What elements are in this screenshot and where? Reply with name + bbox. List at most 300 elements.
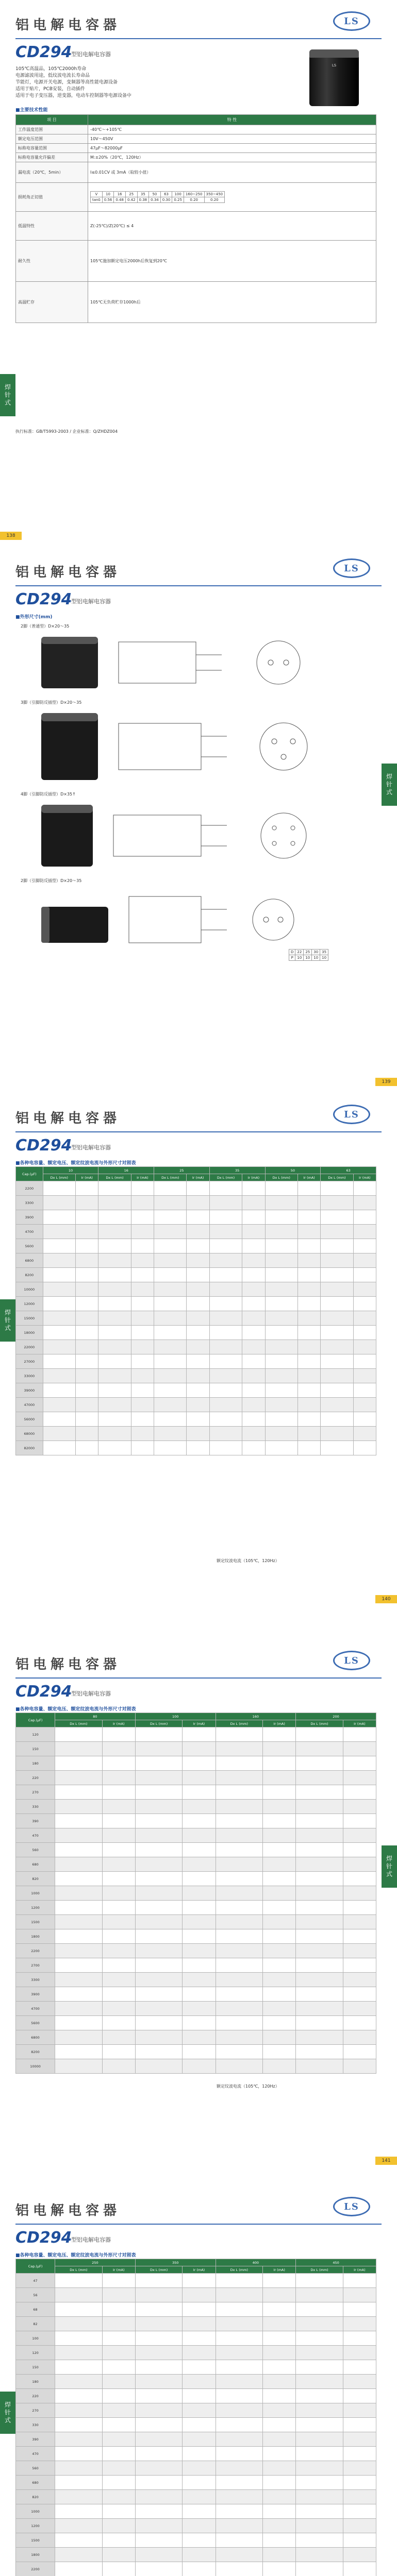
- rating-cell: [43, 1441, 75, 1455]
- cap-cell: 150: [16, 2360, 55, 2375]
- rating-cell: [98, 1369, 131, 1383]
- rating-cell: [43, 1282, 75, 1297]
- cap-cell: 4700: [16, 1225, 43, 1239]
- rating-cell: [98, 1427, 131, 1441]
- rating-cell: [297, 1369, 320, 1383]
- rating-cell: [263, 1944, 296, 1958]
- rating-cell: [296, 1987, 343, 2002]
- rating-cell: [209, 1297, 242, 1311]
- brand-logo: LS: [333, 1105, 370, 1124]
- rating-cell: [265, 1427, 297, 1441]
- rating-cell: [343, 2432, 376, 2447]
- rating-cell: [102, 1800, 135, 1814]
- rating-cell: [187, 1326, 209, 1340]
- rating-cell: [353, 1383, 376, 1398]
- tan-value-cell: 0.38: [137, 197, 149, 203]
- header-rule: [15, 585, 382, 586]
- series-name: CD294: [15, 1683, 72, 1701]
- rating-cell: [263, 2360, 296, 2375]
- rating-cell: [296, 2519, 343, 2533]
- rating-cell: [183, 1843, 216, 1857]
- cap-cell: 3900: [16, 1210, 43, 1225]
- rating-cell: [135, 1973, 183, 1987]
- table-row: [16, 2519, 376, 2533]
- rating-cell: [321, 1253, 353, 1268]
- rating-cell: [209, 1196, 242, 1210]
- rating-cell: [321, 1369, 353, 1383]
- brand-logo: LS: [333, 558, 370, 578]
- rating-cell: [265, 1181, 297, 1196]
- size-header: Dx L (mm): [55, 2266, 103, 2274]
- rating-cell: [321, 1225, 353, 1239]
- rating-cell: [76, 1369, 98, 1383]
- rating-cell: [263, 2346, 296, 2360]
- rating-cell: [135, 2490, 183, 2504]
- rating-cell: [135, 1814, 183, 1828]
- rating-cell: [297, 1239, 320, 1253]
- tan-value-cell: 0.25: [172, 197, 184, 203]
- voltage-header: 16: [98, 1167, 154, 1174]
- rating-cell: [102, 1756, 135, 1771]
- voltage-header: 10: [43, 1167, 98, 1174]
- rating-cell: [98, 1340, 131, 1354]
- page-header: [0, 2185, 397, 2222]
- rating-cell: [131, 1340, 154, 1354]
- table-row: [16, 2059, 376, 2074]
- rating-cell: [131, 1311, 154, 1326]
- rating-cell: [263, 1843, 296, 1857]
- rating-cell: [102, 2461, 135, 2476]
- rating-cell: [102, 1857, 135, 1872]
- dimension-cell: 35: [320, 950, 328, 955]
- rating-cell: [43, 1412, 75, 1427]
- rating-cell: [131, 1427, 154, 1441]
- rating-cell: [216, 2447, 263, 2461]
- rating-cell: [154, 1398, 187, 1412]
- rating-cell: [55, 1857, 103, 1872]
- rating-cell: [296, 2432, 343, 2447]
- header-rule: [15, 2224, 382, 2225]
- rating-cell: [187, 1369, 209, 1383]
- rating-cell: [102, 1886, 135, 1901]
- table-row: [16, 2389, 376, 2403]
- rating-cell: [297, 1268, 320, 1282]
- rating-cell: [43, 1196, 75, 1210]
- size-header: Dx L (mm): [209, 1174, 242, 1181]
- rating-cell: [209, 1441, 242, 1455]
- rating-cell: [135, 2302, 183, 2317]
- table-row: [16, 2274, 376, 2288]
- table-row: [16, 1886, 376, 1901]
- rating-cell: [321, 1427, 353, 1441]
- rating-cell: [135, 1958, 183, 1973]
- table-row: [16, 2317, 376, 2331]
- rating-cell: [135, 2016, 183, 2030]
- rating-cell: [242, 1369, 265, 1383]
- ripple-note: 额定纹波电流（105℃，120Hz）: [217, 1558, 279, 1563]
- rating-cell: [102, 1742, 135, 1756]
- rating-cell: [102, 2045, 135, 2059]
- rating-cell: [296, 1915, 343, 1929]
- rating-cell: [102, 2331, 135, 2346]
- cap-cell: 820: [16, 2490, 55, 2504]
- rating-cell: [135, 2461, 183, 2476]
- rating-cell: [343, 2461, 376, 2476]
- cap-cell: 39000: [16, 1383, 43, 1398]
- rating-cell: [55, 2059, 103, 2074]
- rating-cell: [296, 2002, 343, 2016]
- dimension-table: [289, 949, 328, 961]
- rating-cell: [296, 2346, 343, 2360]
- rating-cell: [183, 1771, 216, 1785]
- dimension-cell: 10: [320, 955, 328, 961]
- rating-cell: [296, 2045, 343, 2059]
- rating-cell: [183, 1785, 216, 1800]
- rating-cell: [297, 1297, 320, 1311]
- feature-item: 适用于贴片，PCB安装，自动插件: [15, 87, 85, 92]
- ripple-header: Ir (mA): [102, 1720, 135, 1727]
- rating-cell: [131, 1369, 154, 1383]
- rating-cell: [183, 2317, 216, 2331]
- rating-cell: [216, 2045, 263, 2059]
- dimension-cell: 30: [312, 950, 320, 955]
- cap-cell: 270: [16, 2403, 55, 2418]
- ripple-header: Ir (mA): [343, 1720, 376, 1727]
- rating-cell: [183, 2331, 216, 2346]
- rating-cell: [263, 2403, 296, 2418]
- rating-cell: [187, 1412, 209, 1427]
- rating-cell: [76, 1398, 98, 1412]
- rating-cell: [263, 1886, 296, 1901]
- rating-cell: [135, 1843, 183, 1857]
- rating-cell: [102, 1785, 135, 1800]
- rating-cell: [343, 2045, 376, 2059]
- rating-cell: [102, 1843, 135, 1857]
- rating-cell: [265, 1441, 297, 1455]
- rating-cell: [263, 1987, 296, 2002]
- rating-cell: [183, 1886, 216, 1901]
- rating-cell: [187, 1239, 209, 1253]
- ripple-header: Ir (mA): [183, 1720, 216, 1727]
- rating-cell: [297, 1225, 320, 1239]
- cap-cell: 68000: [16, 1427, 43, 1441]
- rating-cell: [353, 1398, 376, 1412]
- rating-cell: [216, 1987, 263, 2002]
- rating-cell: [343, 2030, 376, 2045]
- voltage-header: 63: [321, 1167, 376, 1174]
- header-title: 铝电解电容器: [15, 565, 121, 580]
- rating-cell: [135, 2418, 183, 2432]
- rating-cell: [296, 1901, 343, 1915]
- rating-cell: [183, 1929, 216, 1944]
- rating-cell: [296, 2302, 343, 2317]
- table-row: [16, 2302, 376, 2317]
- table-row: [16, 2476, 376, 2490]
- rating-cell: [131, 1268, 154, 1282]
- rating-cell: [187, 1181, 209, 1196]
- rating-cell: [154, 1340, 187, 1354]
- rating-cell: [183, 1814, 216, 1828]
- cap-cell: 820: [16, 1872, 55, 1886]
- rating-cell: [135, 1901, 183, 1915]
- rating-cell: [216, 1771, 263, 1785]
- rating-cell: [187, 1196, 209, 1210]
- rating-cell: [135, 2375, 183, 2389]
- table-row: [16, 2461, 376, 2476]
- rating-cell: [216, 1886, 263, 1901]
- size-header: Dx L (mm): [135, 1720, 183, 1727]
- rating-cell: [187, 1398, 209, 1412]
- rating-cell: [131, 1210, 154, 1225]
- rating-cell: [183, 2274, 216, 2288]
- rating-cell: [76, 1225, 98, 1239]
- rating-cell: [263, 2002, 296, 2016]
- rating-cell: [55, 2389, 103, 2403]
- rating-cell: [343, 1785, 376, 1800]
- rating-cell: [154, 1311, 187, 1326]
- rating-cell: [353, 1239, 376, 1253]
- rating-cell: [183, 2389, 216, 2403]
- outline-drawing-1: [31, 632, 351, 693]
- rating-cell: [76, 1282, 98, 1297]
- header-rule: [15, 38, 382, 39]
- rating-cell: [183, 1915, 216, 1929]
- rating-cell: [183, 1828, 216, 1843]
- size-header: Dx L (mm): [216, 2266, 263, 2274]
- voltage-header: 200: [296, 1713, 376, 1720]
- rating-cell: [102, 2317, 135, 2331]
- table-row: [16, 2403, 376, 2418]
- rating-cell: [296, 1973, 343, 1987]
- catalog-page-3: [0, 1093, 397, 1634]
- rating-cell: [76, 1340, 98, 1354]
- page-number: 139: [375, 1078, 397, 1086]
- table-row: [16, 2562, 376, 2576]
- rating-cell: [131, 1253, 154, 1268]
- cap-cell: 22000: [16, 1340, 43, 1354]
- rating-cell: [296, 2533, 343, 2548]
- rating-cell: [135, 2533, 183, 2548]
- page-number: 140: [375, 1595, 397, 1603]
- series-subtitle: 型铝电解电容器: [71, 1144, 111, 1151]
- rating-cell: [242, 1225, 265, 1239]
- rating-cell: [216, 2016, 263, 2030]
- rating-cell: [216, 2548, 263, 2562]
- rating-cell: [209, 1210, 242, 1225]
- table-row: [16, 1253, 376, 1268]
- rating-cell: [135, 2317, 183, 2331]
- tan-voltage-cell: 25: [125, 192, 137, 197]
- voltage-header: 100: [135, 1713, 216, 1720]
- cap-cell: 390: [16, 1814, 55, 1828]
- rating-table: [15, 2259, 376, 2576]
- rating-cell: [263, 2274, 296, 2288]
- rating-cell: [55, 2016, 103, 2030]
- rating-cell: [296, 2360, 343, 2375]
- rating-cell: [135, 1857, 183, 1872]
- rating-cell: [265, 1369, 297, 1383]
- table-row: [16, 1383, 376, 1398]
- table-row: [16, 2030, 376, 2045]
- rating-cell: [135, 2447, 183, 2461]
- rating-table: [15, 1166, 376, 1455]
- table-caption: ■ 各种电容量、额定电压、额定纹波电流与外形尺寸对照表: [15, 2251, 136, 2258]
- rating-cell: [55, 2504, 103, 2519]
- rating-cell: [242, 1268, 265, 1282]
- rating-cell: [154, 1427, 187, 1441]
- rating-cell: [55, 2533, 103, 2548]
- rating-cell: [187, 1225, 209, 1239]
- rating-cell: [343, 2375, 376, 2389]
- series-name: CD294: [15, 43, 72, 61]
- rating-cell: [343, 1915, 376, 1929]
- cap-cell: 220: [16, 2389, 55, 2403]
- rating-cell: [55, 2302, 103, 2317]
- table-row: [16, 1282, 376, 1297]
- cap-cell: 1000: [16, 2504, 55, 2519]
- voltage-header: 160: [216, 1713, 296, 1720]
- page-header: [0, 1639, 397, 1675]
- rating-cell: [55, 1872, 103, 1886]
- rating-cell: [98, 1354, 131, 1369]
- rating-cell: [296, 2418, 343, 2432]
- header-title: 铝电解电容器: [15, 1657, 121, 1672]
- rating-cell: [296, 1771, 343, 1785]
- rating-cell: [216, 1727, 263, 1742]
- rating-cell: [98, 1311, 131, 1326]
- rating-cell: [135, 2274, 183, 2288]
- rating-cell: [76, 1354, 98, 1369]
- rating-cell: [216, 2389, 263, 2403]
- rating-cell: [183, 2059, 216, 2074]
- rating-cell: [321, 1412, 353, 1427]
- rating-cell: [263, 2045, 296, 2059]
- rating-cell: [343, 1958, 376, 1973]
- rating-cell: [242, 1210, 265, 1225]
- rating-cell: [296, 1929, 343, 1944]
- rating-cell: [183, 1973, 216, 1987]
- rating-cell: [263, 2418, 296, 2432]
- rating-cell: [76, 1441, 98, 1455]
- rating-cell: [216, 2274, 263, 2288]
- feature-item: 105℃高温品，105℃2000h寿命: [15, 66, 87, 72]
- cap-cell: 180: [16, 2375, 55, 2389]
- table-row: [16, 1872, 376, 1886]
- rating-cell: [102, 2059, 135, 2074]
- side-tab: 焊针式: [0, 2392, 15, 2434]
- rating-cell: [242, 1398, 265, 1412]
- rating-cell: [43, 1340, 75, 1354]
- section-label: ■ 外形尺寸(mm): [15, 613, 53, 620]
- spec-key: 标称电容量范围: [16, 144, 88, 153]
- rating-cell: [55, 2360, 103, 2375]
- cap-cell: 68: [16, 2302, 55, 2317]
- cap-cell: 82000: [16, 1441, 43, 1455]
- rating-cell: [216, 2360, 263, 2375]
- rating-cell: [209, 1311, 242, 1326]
- rating-cell: [183, 2519, 216, 2533]
- table-row: [16, 1727, 376, 1742]
- rating-cell: [353, 1326, 376, 1340]
- spec-value: I≤0.01CV 或 3mA（取较小值）: [88, 162, 376, 183]
- size-header: Dx L (mm): [98, 1174, 131, 1181]
- rating-cell: [343, 2533, 376, 2548]
- table-row: [16, 1398, 376, 1412]
- rating-cell: [263, 1814, 296, 1828]
- cap-cell: 6800: [16, 1253, 43, 1268]
- rating-cell: [343, 1742, 376, 1756]
- tan-delta-table: [90, 191, 225, 203]
- rating-cell: [55, 2519, 103, 2533]
- rating-cell: [242, 1311, 265, 1326]
- rating-cell: [216, 1800, 263, 1814]
- rating-cell: [265, 1253, 297, 1268]
- rating-cell: [55, 1800, 103, 1814]
- rating-cell: [296, 2562, 343, 2576]
- rating-cell: [154, 1369, 187, 1383]
- series-subtitle: 型铝电解电容器: [71, 2236, 111, 2243]
- rating-cell: [321, 1340, 353, 1354]
- rating-cell: [55, 1886, 103, 1901]
- rating-cell: [102, 1872, 135, 1886]
- rating-cell: [343, 1973, 376, 1987]
- rating-cell: [183, 2432, 216, 2447]
- page-number: 141: [375, 2157, 397, 2165]
- cap-cell: 390: [16, 2432, 55, 2447]
- ripple-header: Ir (mA): [183, 2266, 216, 2274]
- rating-cell: [43, 1268, 75, 1282]
- rating-cell: [353, 1181, 376, 1196]
- cap-cell: 5600: [16, 2016, 55, 2030]
- rating-cell: [242, 1427, 265, 1441]
- rating-cell: [296, 1958, 343, 1973]
- rating-cell: [135, 2360, 183, 2375]
- rating-cell: [154, 1297, 187, 1311]
- table-caption: ■ 各种电容量、额定电压、额定纹波电流与外形尺寸对照表: [15, 1705, 136, 1712]
- rating-cell: [135, 1771, 183, 1785]
- table-row: [16, 1181, 376, 1196]
- rating-cell: [353, 1354, 376, 1369]
- tan-voltage-cell: 100: [172, 192, 184, 197]
- table-row: [16, 2504, 376, 2519]
- rating-cell: [183, 2418, 216, 2432]
- rating-cell: [183, 2375, 216, 2389]
- rating-cell: [216, 1742, 263, 1756]
- rating-cell: [265, 1326, 297, 1340]
- tan-voltage-cell: 63: [160, 192, 172, 197]
- table-row: [16, 2432, 376, 2447]
- rating-cell: [265, 1354, 297, 1369]
- rating-cell: [183, 2288, 216, 2302]
- rating-cell: [242, 1282, 265, 1297]
- rating-cell: [102, 2030, 135, 2045]
- size-header: Dx L (mm): [55, 1720, 103, 1727]
- rating-cell: [343, 1987, 376, 2002]
- rating-cell: [55, 2288, 103, 2302]
- cap-cell: 47000: [16, 1398, 43, 1412]
- cap-header: Cap.(μF): [16, 1167, 43, 1181]
- cap-cell: 3300: [16, 1973, 55, 1987]
- rating-cell: [296, 2016, 343, 2030]
- rating-cell: [187, 1340, 209, 1354]
- size-header: Dx L (mm): [43, 1174, 75, 1181]
- rating-cell: [343, 2288, 376, 2302]
- rating-cell: [242, 1441, 265, 1455]
- rating-cell: [296, 2461, 343, 2476]
- rating-cell: [154, 1383, 187, 1398]
- spec-key: 额定电压范围: [16, 134, 88, 144]
- rating-cell: [183, 1872, 216, 1886]
